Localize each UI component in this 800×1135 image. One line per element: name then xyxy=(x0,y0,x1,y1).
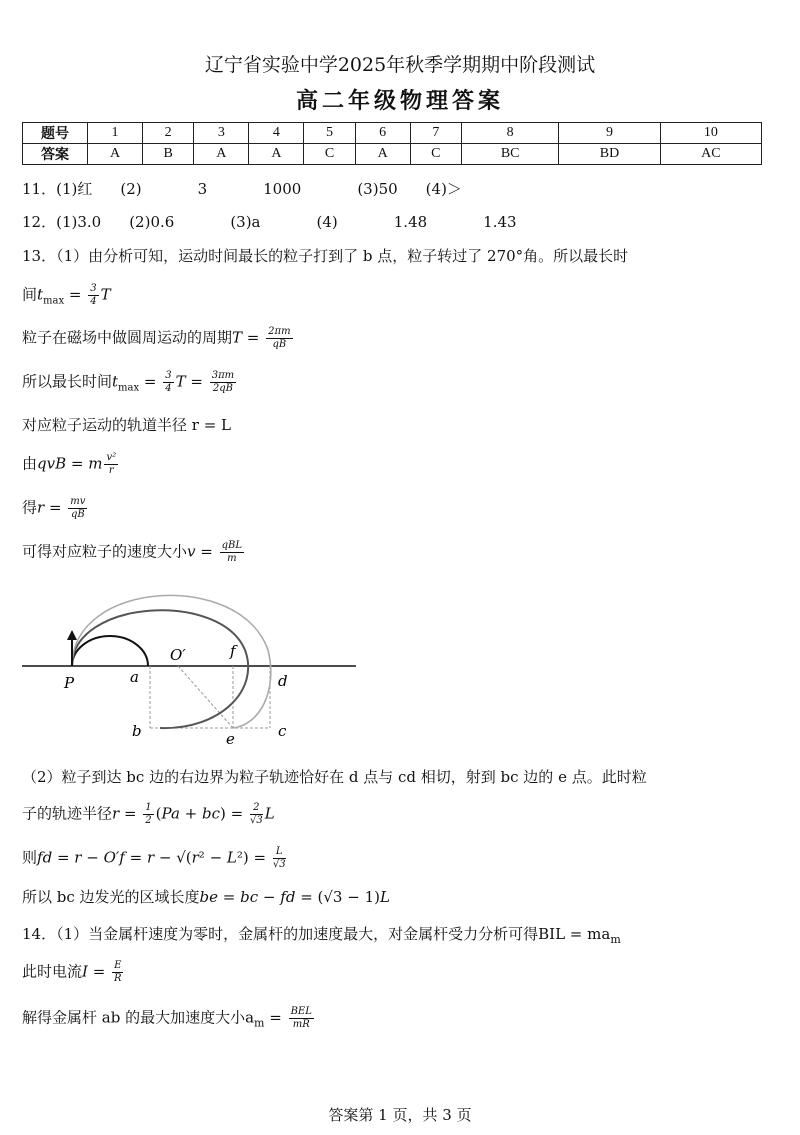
q12-p4: (4) xyxy=(316,213,338,231)
q14-line3: 解得金属杆 ab 的最大加速度大小$a_m$ = $\frac{\text{BEL}}{mR}$ xyxy=(22,1006,312,1030)
page-footer: 答案第 1 页，共 3 页 xyxy=(328,1106,472,1124)
q11-number: 11． xyxy=(22,180,57,198)
q14-l2-text: 此时电流 xyxy=(22,962,83,981)
question-number: 7 xyxy=(410,123,461,144)
q11-p2: (2) xyxy=(120,180,142,198)
q13-line-speed: 可得对应粒子的速度大小v = $\frac{\text{qBL}}{m}$ xyxy=(22,540,242,564)
label-O: O′ xyxy=(170,646,186,664)
q13-l8-text: 可得对应粒子的速度大小 xyxy=(22,542,188,561)
question-number: 10 xyxy=(660,123,761,144)
answer-cell: C xyxy=(304,144,355,165)
answer-cell: A xyxy=(249,144,304,165)
answer-cell: BC xyxy=(461,144,558,165)
label-a: a xyxy=(130,668,139,686)
answer-cell: A xyxy=(88,144,143,165)
q13-part2-radius: 子的轨迹半径r = $\frac{1}{2}$ (Pa + bc) = $\frac{2}{√3}$ L xyxy=(22,802,275,826)
q11-p2b: 1000 xyxy=(263,180,302,198)
q11-p4: (4)＞ xyxy=(425,180,462,198)
question-number: 5 xyxy=(304,123,355,144)
answer-cell: C xyxy=(410,144,461,165)
small-trajectory xyxy=(72,636,148,666)
q13-l4-text: 所以最长时间 xyxy=(22,372,113,391)
q13-l7-text: 得 xyxy=(22,498,38,517)
q13-l3-text: 粒子在磁场中做圆周运动的周期 xyxy=(22,328,233,347)
question-number: 1 xyxy=(88,123,143,144)
label-b: b xyxy=(132,722,142,740)
q13-line-force: 由qvB = m $\frac{\text{v²}}{r}$ xyxy=(22,452,117,476)
q14-line1 xyxy=(22,923,621,946)
q12-p3: (3)a xyxy=(230,213,261,231)
q11-p1: (1)红 xyxy=(56,180,93,198)
label-d: d xyxy=(278,672,288,690)
row-label-answers: 答案 xyxy=(23,144,88,165)
q14-l1-text: 14．（1）当金属杆速度为零时，金属杆的加速度最大，对金属杆受力分析可得BIL = ma xyxy=(22,925,611,943)
q12-number: 12． xyxy=(22,213,57,231)
q12-p4b: 1.43 xyxy=(483,213,517,231)
q13-part2-intro: （2）粒子到达 bc 边的右边界为粒子轨迹恰好在 d 点与 cd 相切，射到 bc 边的 e 点。此时粒 xyxy=(22,768,647,786)
q13-part2-l4-text: 所以 bc 边发光的区域长度 xyxy=(22,888,200,906)
arrow-head-icon xyxy=(67,630,77,640)
q12-p1: (1)3.0 xyxy=(56,213,102,231)
answer-cell: A xyxy=(194,144,249,165)
dashed-radius xyxy=(178,666,233,728)
row-label-numbers: 题号 xyxy=(23,123,88,144)
q14-l3-text: 解得金属杆 ab 的最大加速度大小a xyxy=(22,1008,255,1027)
answer-cell: A xyxy=(355,144,410,165)
question-number: 2 xyxy=(143,123,194,144)
q14-line2: 此时电流I = $\frac{E}{R}$ xyxy=(22,960,122,984)
q12-p2: (2)0.6 xyxy=(129,213,175,231)
q12-line xyxy=(22,211,517,232)
q13-line-tmax: 间$t_{max}$ = $\frac{3}{4}$ T xyxy=(22,283,111,307)
label-e: e xyxy=(226,730,235,748)
q13-l6-text: 由 xyxy=(22,454,38,473)
answer-cell: AC xyxy=(660,144,761,165)
q13-intro: 13．（1）由分析可知，运动时间最长的粒子打到了 b 点，粒子转过了 270°角。所以最长时 xyxy=(22,247,629,265)
q14-l3-sub: m xyxy=(254,1016,265,1030)
label-c: c xyxy=(278,722,287,740)
q13-part2-be: 所以 bc 边发光的区域长度be = bc − fd = (√3 − 1)L xyxy=(22,888,390,906)
table-row-numbers xyxy=(23,123,762,144)
q13-line-r: 得r = $\frac{mv}{qB}$ xyxy=(22,496,86,520)
q13-part2-l2-text: 子的轨迹半径 xyxy=(22,804,113,823)
q14-l1-sub: m xyxy=(610,933,621,946)
medium-trajectory xyxy=(72,610,248,728)
answer-table xyxy=(22,122,762,165)
question-number: 4 xyxy=(249,123,304,144)
question-number: 6 xyxy=(355,123,410,144)
answer-doc-title: 高二年级物理答案 xyxy=(295,88,504,114)
question-number: 8 xyxy=(461,123,558,144)
q13-line-longest-time: 所以最长时间$t_{max}$ = $\frac{3}{4}$ T = $\frac{3\pi m}{2qB}$ xyxy=(22,370,235,394)
q12-p4a: 1.48 xyxy=(393,213,428,231)
label-P: P xyxy=(64,674,75,692)
q13-l2-text: 间 xyxy=(22,285,38,304)
q13-line-radius: 对应粒子运动的轨道半径 r = L xyxy=(22,416,232,434)
answer-cell: B xyxy=(143,144,194,165)
q13-part2-l3-text: 则 xyxy=(22,848,38,867)
q13-line-period: 粒子在磁场中做圆周运动的周期T = $\frac{2\pi m}{qB}$ xyxy=(22,326,291,350)
q13-part2-fd: 则fd = r − O′f = r − √(r² − L²) = $\frac{L}{√3}$ xyxy=(22,846,286,870)
q11-p3: (3)50 xyxy=(357,180,398,198)
trajectory-diagram xyxy=(20,580,370,750)
q11-p2a: 3 xyxy=(197,180,208,198)
label-f: f xyxy=(230,642,236,660)
question-number: 9 xyxy=(559,123,660,144)
question-number: 3 xyxy=(194,123,249,144)
table-row-answers xyxy=(23,144,762,165)
answer-cell: BD xyxy=(559,144,660,165)
exam-school-title: 辽宁省实验中学2025年秋季学期期中阶段测试 xyxy=(204,54,596,76)
q11-line xyxy=(22,178,462,199)
